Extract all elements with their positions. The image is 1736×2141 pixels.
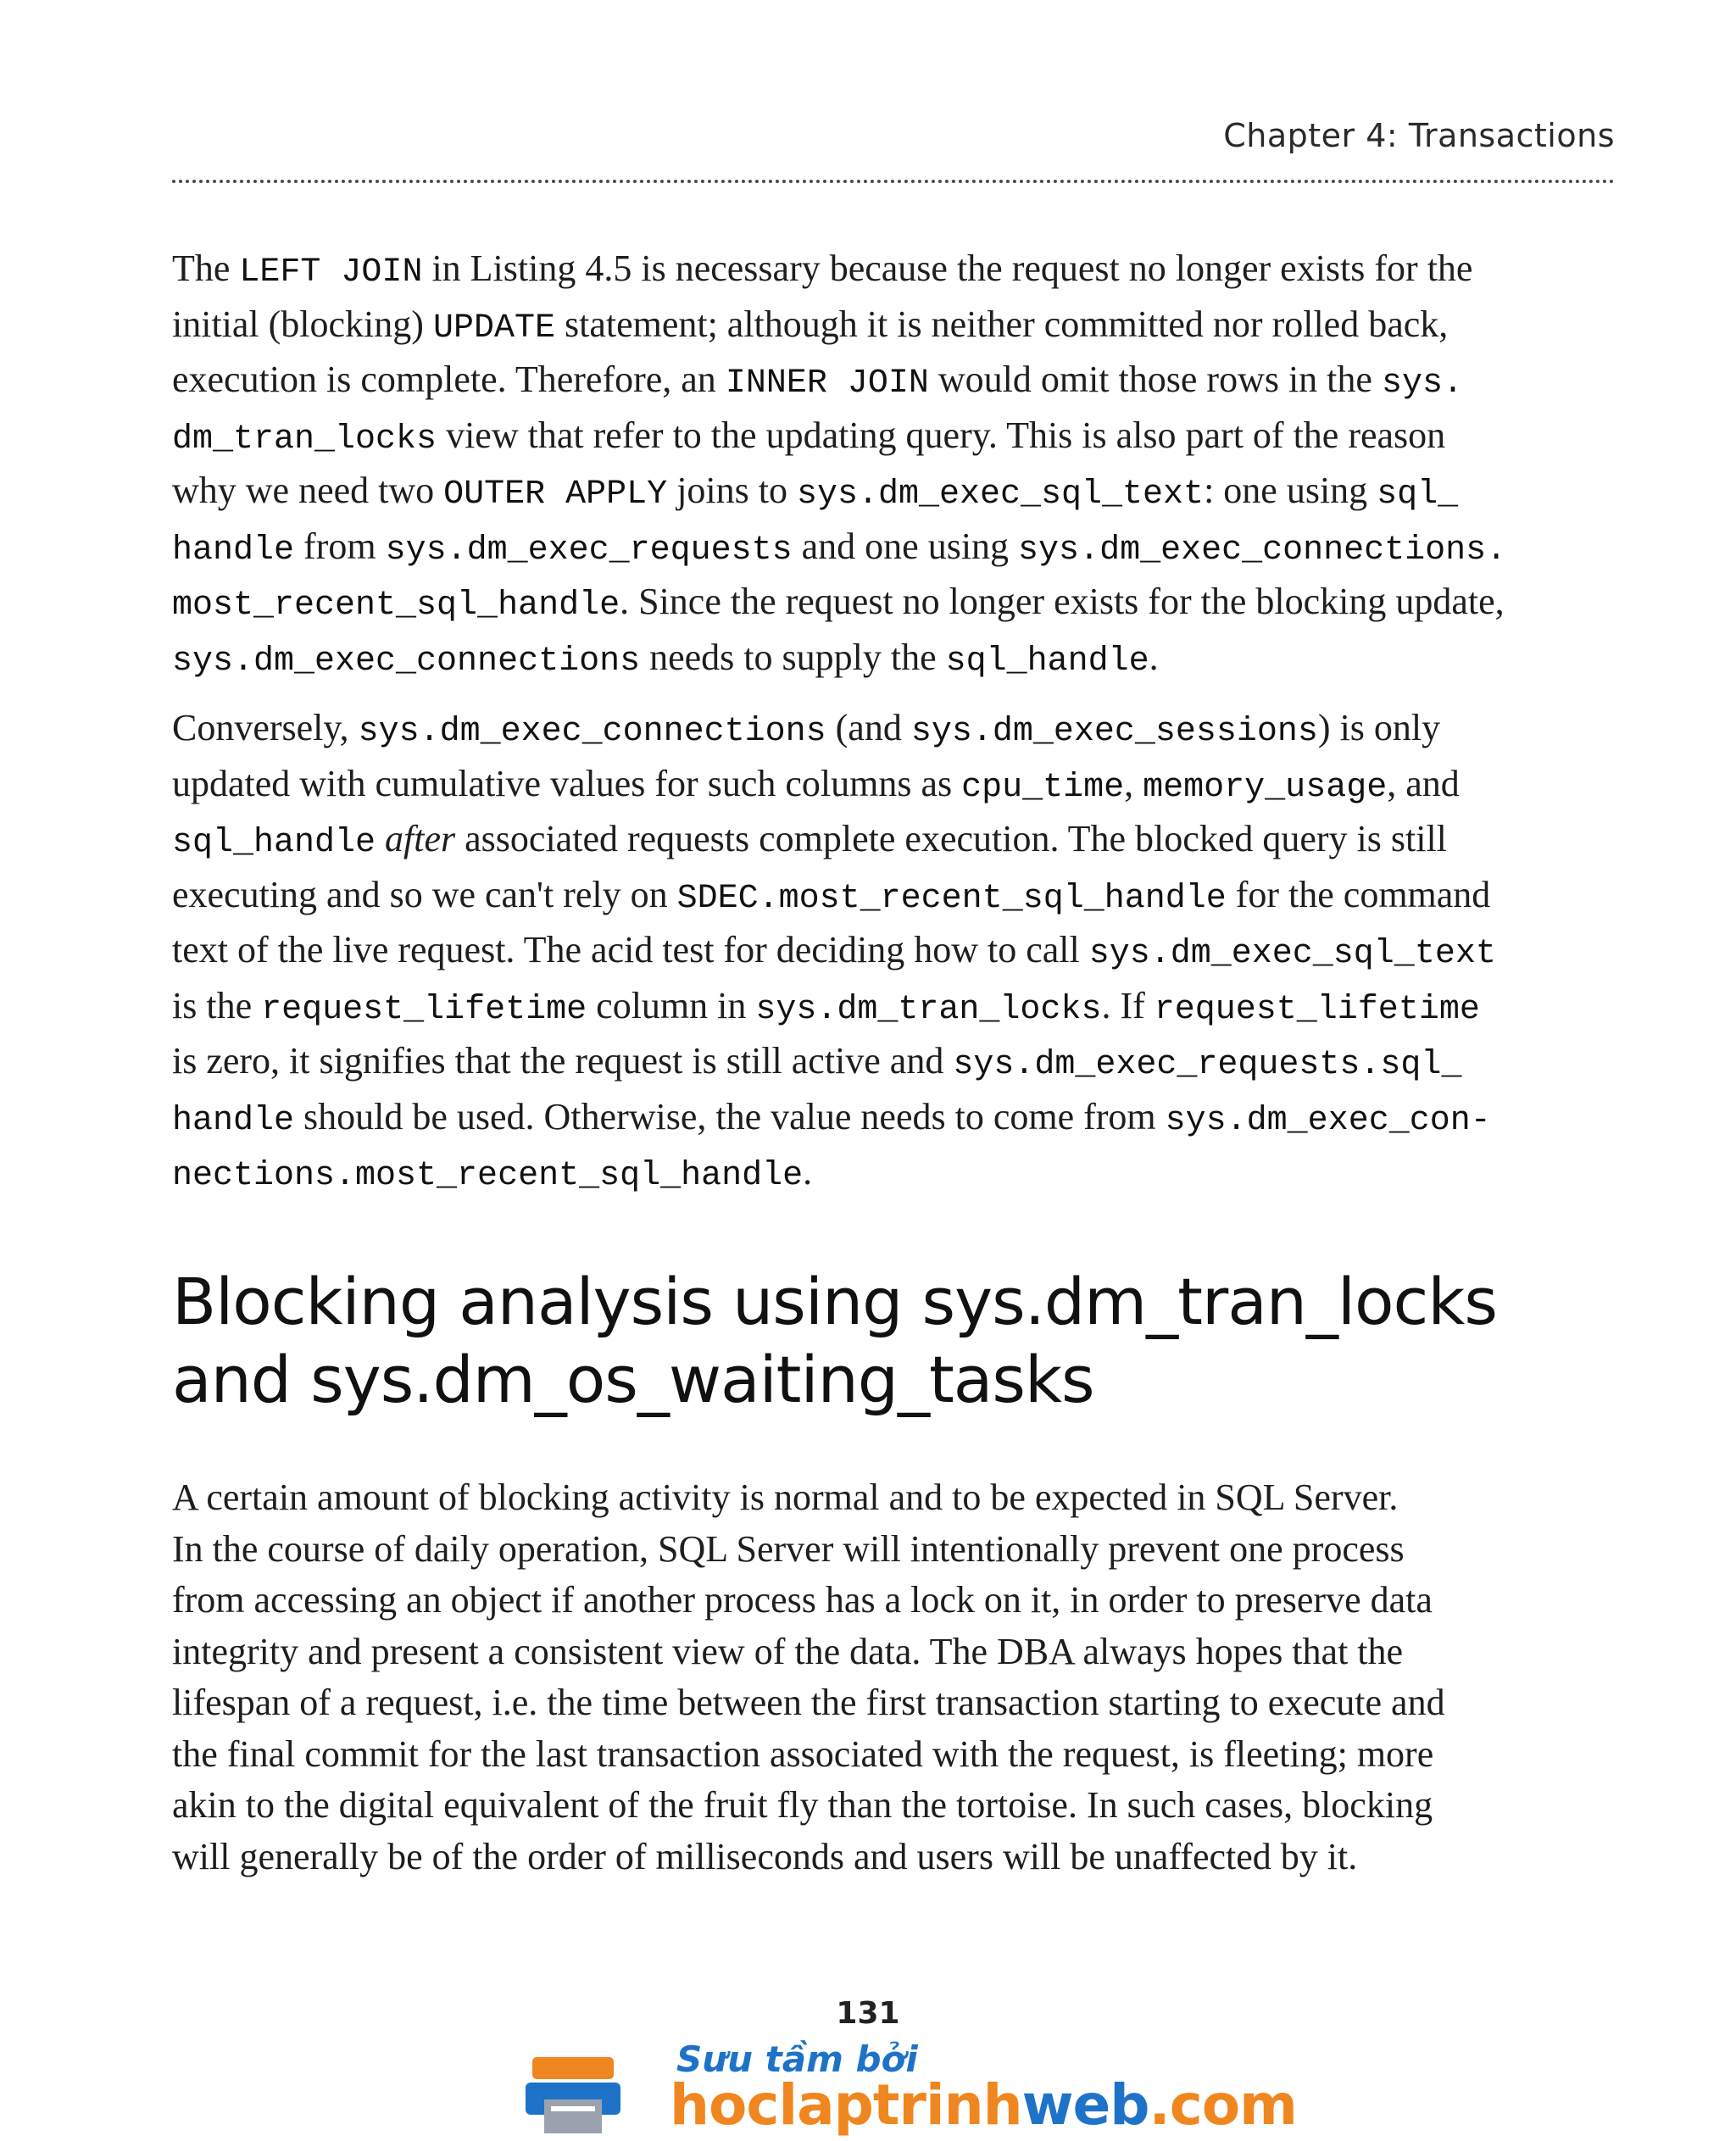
code-term: handle — [172, 1101, 295, 1140]
text-run: . — [1149, 636, 1159, 678]
text-run: initial (blocking) — [172, 303, 433, 345]
code-term: sql_ — [1377, 475, 1459, 514]
text-line — [172, 299, 1613, 355]
code-term: OUTER APPLY — [443, 475, 668, 514]
text-run: is the — [172, 984, 262, 1026]
watermark-site — [670, 2072, 1297, 2138]
text-line: the final commit for the last transaction associated with the request, is fleeting; more — [172, 1732, 1434, 1775]
code-term: most_recent_sql_handle — [172, 587, 620, 625]
text-run: associated requests complete execution. The blocked query is still — [455, 818, 1447, 859]
code-term: sys.dm_exec_connections — [172, 642, 641, 681]
watermark-site-part: .com — [1149, 2072, 1297, 2138]
printer-logo-icon — [526, 2057, 620, 2133]
watermark-site-part: hoclaptrinh — [670, 2072, 1022, 2138]
text-line: In the course of daily operation, SQL Server will intentionally prevent one process — [172, 1527, 1405, 1570]
text-run — [376, 818, 385, 859]
text-run: in Listing 4.5 is necessary because the request no longer exists for the — [422, 247, 1473, 289]
watermark-site-part: web — [1021, 2072, 1149, 2138]
running-head: Chapter 4: Transactions — [1223, 117, 1615, 154]
code-term: handle — [172, 531, 295, 570]
code-term: sys.dm_tran_locks — [755, 990, 1102, 1029]
text-line — [172, 1092, 1613, 1148]
code-term: cpu_time — [961, 768, 1125, 807]
text-line: will generally be of the order of milliseconds and users will be unaffected by it. — [172, 1835, 1358, 1877]
text-line: akin to the digital equivalent of the fruit fly than the tortoise. In such cases, blocking — [172, 1784, 1433, 1826]
text-run: updated with cumulative values for such columns as — [172, 762, 962, 804]
text-line: integrity and present a consistent view of the data. The DBA always hopes that the — [172, 1630, 1404, 1672]
text-line — [172, 1036, 1613, 1092]
emphasis: after — [385, 818, 456, 859]
code-term: LEFT JOIN — [239, 253, 423, 292]
text-line: A certain amount of blocking activity is normal and to be expected in SQL Server. — [172, 1476, 1399, 1518]
text-line — [172, 981, 1613, 1037]
code-term: sys. — [1381, 364, 1463, 403]
text-run: column in — [587, 984, 756, 1026]
text-run: would omit those rows in the — [928, 359, 1382, 400]
text-line — [172, 870, 1613, 926]
code-term: INNER JOIN — [725, 364, 929, 403]
text-line — [172, 465, 1613, 521]
paragraph-left-join — [172, 243, 1613, 687]
text-run: , and — [1387, 762, 1460, 804]
text-line — [172, 703, 1613, 759]
code-term: request_lifetime — [1154, 990, 1480, 1029]
code-term: nections.most_recent_sql_handle — [172, 1157, 804, 1195]
text-run: : one using — [1204, 470, 1377, 511]
code-term: dm_tran_locks — [172, 420, 437, 459]
text-run: should be used. Otherwise, the value needs to come from — [294, 1095, 1166, 1137]
text-run: view that refer to the updating query. This is also part of the reason — [437, 414, 1446, 456]
code-term: sql_handle — [172, 824, 376, 862]
code-term: sys.dm_exec_requests — [385, 531, 793, 570]
text-line — [172, 243, 1613, 299]
code-term: UPDATE — [432, 309, 555, 348]
paragraph-blocking — [172, 1472, 1613, 1882]
text-run: from — [294, 525, 386, 567]
code-term: sys.dm_exec_requests.sql_ — [953, 1046, 1462, 1084]
code-term: sys.dm_exec_connections — [358, 713, 826, 751]
code-term: sql_handle — [945, 642, 1149, 681]
watermark-logo — [526, 2038, 1297, 2138]
code-term: memory_usage — [1143, 768, 1388, 807]
text-run: executing and so we can't rely on — [172, 873, 677, 915]
text-run: needs to supply the — [640, 636, 946, 678]
text-line — [172, 521, 1613, 577]
page-header — [172, 117, 1615, 183]
text-run: text of the live request. The acid test for deciding how to call — [172, 929, 1089, 970]
text-line — [172, 925, 1613, 981]
text-line: lifespan of a request, i.e. the time between the first transaction starting to execute and — [172, 1682, 1445, 1723]
text-run: Conversely, — [172, 707, 359, 748]
section-title-line: and sys.dm_os_waiting_tasks — [172, 1342, 1094, 1417]
text-run: . — [803, 1151, 813, 1193]
text-line — [172, 632, 1613, 688]
text-line — [172, 814, 1613, 870]
code-term: sys.dm_exec_connections. — [1018, 531, 1507, 570]
text-run: . Since the request no longer exists for the blocking update, — [620, 581, 1505, 622]
text-run: why we need two — [172, 470, 444, 511]
text-run: , — [1124, 762, 1143, 804]
text-run: for the command — [1226, 873, 1491, 915]
paragraph-conversely — [172, 703, 1613, 1203]
text-line — [172, 410, 1613, 466]
code-term: request_lifetime — [261, 990, 587, 1029]
code-term: sys.dm_exec_sql_text — [1088, 935, 1496, 973]
code-term: SDEC.most_recent_sql_handle — [676, 879, 1227, 918]
text-run: execution is complete. Therefore, an — [172, 359, 726, 400]
text-line — [172, 576, 1613, 632]
code-term: sys.dm_exec_sql_text — [796, 475, 1205, 514]
text-line: from accessing an object if another process has a lock on it, in order to preserve data — [172, 1579, 1433, 1621]
code-term: sys.dm_exec_sessions — [910, 713, 1318, 751]
text-line — [172, 354, 1613, 410]
text-run: ) is only — [1317, 707, 1441, 748]
text-run: (and — [826, 707, 911, 748]
text-line — [172, 759, 1613, 815]
text-run: and one using — [792, 525, 1019, 567]
section-title — [172, 1263, 1613, 1419]
text-run: is zero, it signifies that the request is still active and — [172, 1040, 954, 1082]
text-line — [172, 1147, 1613, 1203]
section-title-line: Blocking analysis using sys.dm_tran_locks — [172, 1264, 1497, 1339]
text-run: The — [172, 247, 240, 289]
watermark-caption: Sưu tầm bởi — [676, 2038, 918, 2080]
text-run: statement; although it is neither committed nor rolled back, — [554, 303, 1449, 345]
code-term: sys.dm_exec_con- — [1165, 1101, 1491, 1140]
text-run: . If — [1101, 984, 1155, 1026]
page-number: 131 — [836, 1996, 900, 2031]
text-run: joins to — [667, 470, 797, 511]
